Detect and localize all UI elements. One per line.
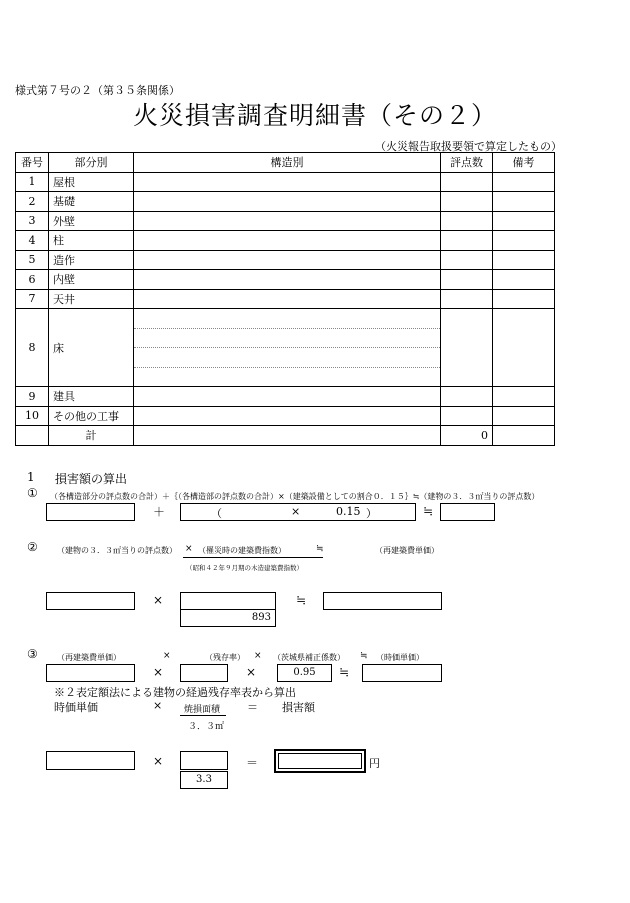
total-label: 計	[49, 426, 134, 446]
header-score: 評点数	[441, 153, 493, 173]
document-title: 火災損害調査明細書（その２）	[132, 101, 497, 130]
row-part: 外壁	[49, 211, 134, 231]
note-cell[interactable]	[493, 192, 555, 212]
step2-label-den: （昭和４２年９月期の木造建築費指数）	[186, 564, 303, 572]
step1-box-sum[interactable]	[46, 503, 135, 521]
step3-final-box-area[interactable]	[180, 751, 228, 770]
step1-factor: 0.15	[336, 505, 361, 518]
step2-box-a[interactable]	[46, 592, 135, 610]
structure-cell[interactable]	[134, 172, 441, 192]
step3-area-fraction-line	[180, 715, 226, 716]
note-cell[interactable]	[493, 231, 555, 251]
structure-cell[interactable]	[134, 250, 441, 270]
table-row	[16, 387, 555, 407]
step3-final-den: 3.3	[196, 774, 212, 785]
note-cell[interactable]	[493, 406, 555, 426]
floor-line[interactable]	[134, 309, 440, 329]
note-cell[interactable]	[493, 387, 555, 407]
step3-label-approx: ≒	[360, 651, 368, 661]
calc-heading-no: 1	[27, 470, 35, 484]
step3-label-times2: ×	[254, 651, 262, 661]
table-row	[16, 211, 555, 231]
table-row	[16, 192, 555, 212]
step3-word-damage: 損害額	[282, 701, 315, 714]
step3-word-burned: 焼損面積	[184, 705, 221, 715]
score-cell[interactable]	[441, 406, 493, 426]
header-structure: 構造別	[134, 153, 441, 173]
step3-area-den: ３．３㎡	[188, 722, 225, 732]
step2-label-a: （建物の３．３㎡当りの評点数）	[57, 546, 177, 555]
step1-marker: ①	[27, 486, 38, 500]
step2-box-num[interactable]	[180, 592, 276, 610]
score-cell[interactable]	[441, 387, 493, 407]
step2-times: ×	[153, 593, 164, 607]
row-no: 8	[16, 309, 49, 387]
table-header-row	[16, 153, 555, 173]
step3-final-times: ×	[153, 754, 164, 768]
step3-marker: ③	[27, 647, 38, 661]
table-row	[16, 231, 555, 251]
score-cell[interactable]	[441, 172, 493, 192]
row-no: 2	[16, 192, 49, 212]
floor-line[interactable]	[134, 368, 440, 387]
row-part: 造作	[49, 250, 134, 270]
step1-box-result[interactable]	[440, 503, 495, 521]
step3-approx: ≒	[339, 665, 350, 679]
step3-final-equals: ＝	[246, 756, 259, 770]
step3-box-a[interactable]	[46, 664, 135, 682]
step3-times1: ×	[153, 665, 164, 679]
calc-heading: 損害額の算出	[55, 472, 128, 486]
note-cell[interactable]	[493, 250, 555, 270]
row-no: 6	[16, 270, 49, 290]
header-note: 備考	[493, 153, 555, 173]
step1-paren-close: ）	[366, 507, 377, 520]
document-subtitle: （火災報告取扱要領で算定したもの）	[375, 140, 562, 153]
step3-label-c: （茨城県補正係数）	[273, 653, 345, 662]
structure-cell[interactable]	[134, 231, 441, 251]
row-no: 10	[16, 406, 49, 426]
step3-final-box-unit[interactable]	[46, 751, 135, 770]
structure-cell[interactable]	[134, 406, 441, 426]
note-cell[interactable]	[493, 289, 555, 309]
table-row	[16, 250, 555, 270]
total-score: 0	[441, 426, 493, 446]
note-cell[interactable]	[493, 309, 555, 387]
row-part: その他の工事	[49, 406, 134, 426]
table-total-row	[16, 426, 555, 446]
step2-approx: ≒	[296, 593, 307, 607]
step2-denominator-value: 893	[251, 612, 271, 623]
floor-line[interactable]	[134, 348, 440, 368]
step3-label-times1: ×	[163, 651, 171, 661]
row-no: 9	[16, 387, 49, 407]
row-part: 建具	[49, 387, 134, 407]
step2-fraction-line	[183, 557, 323, 558]
step1-plus: ＋	[153, 505, 166, 519]
score-cell[interactable]	[441, 289, 493, 309]
total-no-cell	[16, 426, 49, 446]
damage-amount-box[interactable]	[274, 749, 366, 773]
step3-box-result[interactable]	[362, 664, 442, 682]
step3-word-times: ×	[153, 699, 163, 712]
row-part: 柱	[49, 231, 134, 251]
step2-box-result[interactable]	[323, 592, 442, 610]
step3-note: ※２表定額法による建物の経過残存率表から算出	[54, 686, 296, 699]
step2-denominator	[180, 609, 276, 627]
table-row	[16, 406, 555, 426]
yen-unit: 円	[369, 757, 380, 770]
step2-label-result: （再建築費単価）	[375, 546, 439, 555]
structure-cell[interactable]	[134, 289, 441, 309]
row-no: 5	[16, 250, 49, 270]
row-part: 内壁	[49, 270, 134, 290]
step1-approx: ≒	[423, 504, 434, 518]
step1-paren-open: （	[211, 507, 222, 520]
row-no: 7	[16, 289, 49, 309]
row-part: 天井	[49, 289, 134, 309]
score-cell[interactable]	[441, 270, 493, 290]
step3-word-equals: ＝	[247, 701, 258, 714]
step2-label-approx: ≒	[316, 544, 324, 554]
step3-coefficient: 0.95	[293, 667, 316, 678]
note-cell[interactable]	[493, 211, 555, 231]
step3-final-den-box	[180, 771, 228, 789]
score-cell[interactable]	[441, 211, 493, 231]
step3-box-rate[interactable]	[180, 664, 228, 682]
step3-label-a: （再建築費単価）	[57, 653, 121, 662]
note-cell[interactable]	[493, 270, 555, 290]
total-structure-cell	[134, 426, 441, 446]
table-row-floor	[16, 309, 555, 387]
step2-label-times: ×	[185, 544, 193, 554]
floor-line[interactable]	[134, 329, 440, 349]
structure-cell[interactable]	[134, 387, 441, 407]
step3-times2: ×	[246, 665, 257, 679]
structure-cell-floor[interactable]	[134, 309, 441, 387]
score-cell[interactable]	[441, 250, 493, 270]
total-note-cell	[493, 426, 555, 446]
row-no: 4	[16, 231, 49, 251]
score-cell[interactable]	[441, 309, 493, 387]
header-part: 部分別	[49, 153, 134, 173]
row-no: 3	[16, 211, 49, 231]
step2-label-num: （罹災時の建築費指数）	[198, 546, 286, 555]
row-no: 1	[16, 172, 49, 192]
score-cell[interactable]	[441, 231, 493, 251]
structure-cell[interactable]	[134, 270, 441, 290]
step1-formula: （各構造部分の評点数の合計）＋｛（各構造部の評点数の合計）×（建築設備としての割合０．１５｝≒（建物の３．３㎡当りの評点数）	[50, 492, 540, 501]
table-row	[16, 289, 555, 309]
step1-box-equipment[interactable]	[180, 503, 416, 521]
table-row	[16, 270, 555, 290]
header-no: 番号	[16, 153, 49, 173]
step1-times: ×	[291, 505, 301, 518]
structure-cell[interactable]	[134, 192, 441, 212]
step3-coefficient-box	[277, 664, 332, 682]
row-part: 床	[49, 309, 134, 387]
structure-cell[interactable]	[134, 211, 441, 231]
row-part: 屋根	[49, 172, 134, 192]
table-row	[16, 172, 555, 192]
step3-word-unit: 時価単価	[54, 701, 98, 714]
row-part: 基礎	[49, 192, 134, 212]
step3-label-b: （残存率）	[205, 653, 245, 662]
damage-amount-inner	[278, 753, 362, 769]
note-cell[interactable]	[493, 172, 555, 192]
form-number: 様式第７号の２（第３５条関係）	[15, 84, 180, 97]
damage-table	[15, 152, 555, 446]
score-cell[interactable]	[441, 192, 493, 212]
step2-marker: ②	[27, 540, 38, 554]
step3-label-d: （時価単価）	[376, 653, 424, 662]
